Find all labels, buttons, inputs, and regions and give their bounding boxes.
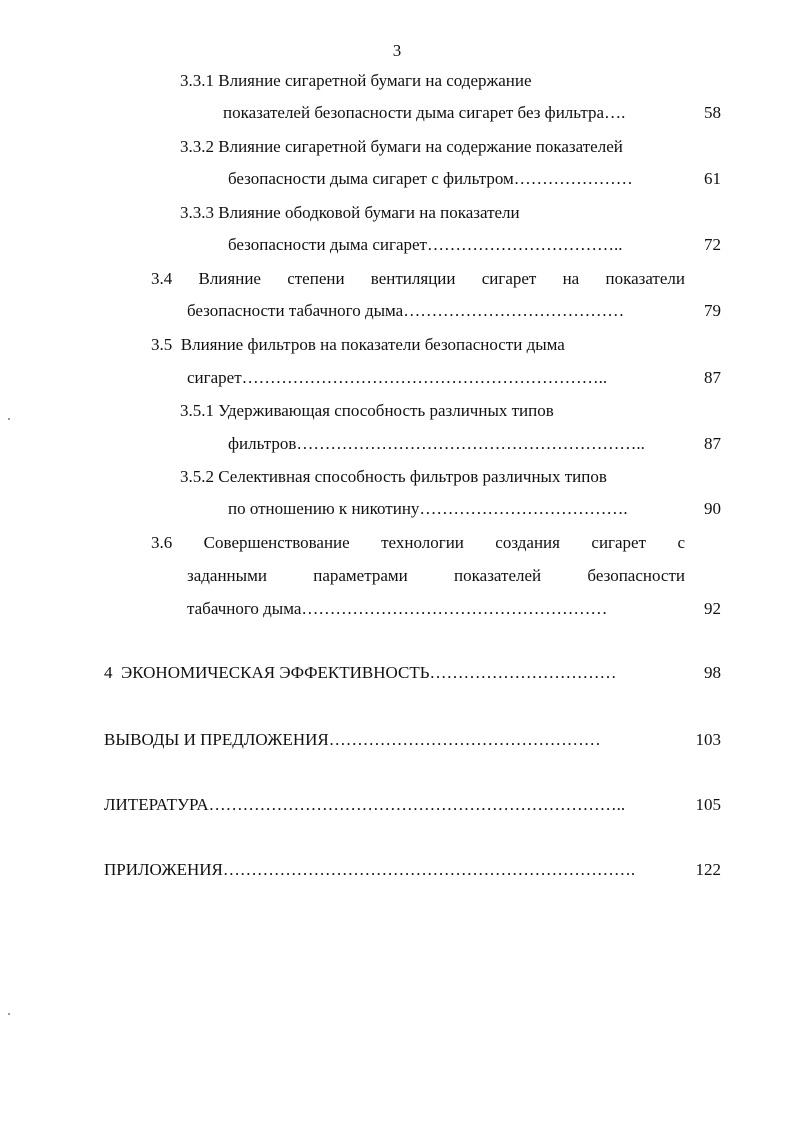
toc-page-ref: 79 xyxy=(704,301,721,320)
toc-title: Влияние сигаретной бумаги на содержание показателей xyxy=(218,137,623,156)
toc-page-ref: 90 xyxy=(704,499,721,518)
scan-speck xyxy=(8,1013,10,1015)
toc-entry-3-6-leader: табачного дыма……………………………………………… xyxy=(187,599,608,618)
toc-entry-3-4-leader: безопасности табачного дыма………………………………… xyxy=(187,301,625,320)
toc-title: Влияние фильтров на показатели безопасности дыма xyxy=(180,335,565,354)
toc-entry-3-3-3-leader: безопасности дыма сигарет…………………………….. xyxy=(228,235,623,254)
toc-page-ref: 105 xyxy=(695,795,721,814)
toc-number: 3.5.1 xyxy=(180,401,214,420)
toc-title: Влияние сигаретной бумаги на содержание xyxy=(218,71,532,90)
toc-page-ref: 58 xyxy=(704,103,721,122)
toc-number: 3.5.2 xyxy=(180,467,214,486)
toc-number: 3.3.1 xyxy=(180,71,214,90)
toc-entry-3-4-heading xyxy=(151,268,685,290)
toc-title: Совершенствование технологии создания сигарет с xyxy=(203,533,685,552)
scan-speck xyxy=(8,418,10,420)
toc-entry-conclusions: ВЫВОДЫ И ПРЕДЛОЖЕНИЯ………………………………………… xyxy=(104,730,601,749)
toc-title: Влияние степени вентиляции сигарет на показатели xyxy=(198,269,685,288)
toc-number: 3.3.3 xyxy=(180,203,214,222)
toc-page-ref: 72 xyxy=(704,235,721,254)
toc-page-ref: 61 xyxy=(704,169,721,188)
page-number: 3 xyxy=(392,41,402,60)
toc-title: ЭКОНОМИЧЕСКАЯ ЭФФЕКТИВНОСТЬ…………………………… xyxy=(121,663,617,682)
toc-page-ref: 103 xyxy=(695,730,721,749)
toc-page-ref: 98 xyxy=(704,663,721,682)
toc-number: 4 xyxy=(104,663,113,682)
toc-number: 3.6 xyxy=(151,533,173,552)
toc-number: 3.3.2 xyxy=(180,137,214,156)
toc-entry-3-3-1-leader: показателей безопасности дыма сигарет без фильтра…. xyxy=(223,103,626,122)
toc-entry-chapter-4 xyxy=(104,662,616,684)
toc-entry-3-6-heading xyxy=(151,532,685,554)
toc-title: Селективная способность фильтров различных типов xyxy=(218,467,607,486)
toc-page-ref: 122 xyxy=(695,860,721,879)
toc-entry-3-5-heading xyxy=(151,334,565,356)
toc-entry-3-5-2-leader: по отношению к никотину………………………………. xyxy=(228,499,628,518)
toc-entry-3-5-1-heading xyxy=(180,400,554,422)
toc-entry-3-3-2-heading xyxy=(180,136,623,158)
toc-entry-3-3-2-leader: безопасности дыма сигарет с фильтром………………… xyxy=(228,169,633,188)
toc-entry-3-5-leader: сигарет……………………………………………………….. xyxy=(187,368,608,387)
toc-title: Влияние ободковой бумаги на показатели xyxy=(218,203,520,222)
toc-number: 3.4 xyxy=(151,269,173,288)
toc-entry-3-3-3-heading xyxy=(180,202,520,224)
toc-entry-3-5-2-heading xyxy=(180,466,607,488)
toc-number: 3.5 xyxy=(151,335,173,354)
toc-entry-appendices: ПРИЛОЖЕНИЯ………………………………………………………………. xyxy=(104,860,636,879)
toc-page-ref: 92 xyxy=(704,599,721,618)
toc-entry-3-6-line2: заданными параметрами показателей безопасности xyxy=(187,566,685,585)
toc-page-ref: 87 xyxy=(704,434,721,453)
toc-entry-3-5-1-leader: фильтров…………………………………………………….. xyxy=(228,434,645,453)
toc-title: Удерживающая способность различных типов xyxy=(218,401,554,420)
toc-entry-references: ЛИТЕРАТУРА……………………………………………………………….. xyxy=(104,795,626,814)
toc-entry-3-3-1-heading xyxy=(180,70,532,92)
toc-page-ref: 87 xyxy=(704,368,721,387)
